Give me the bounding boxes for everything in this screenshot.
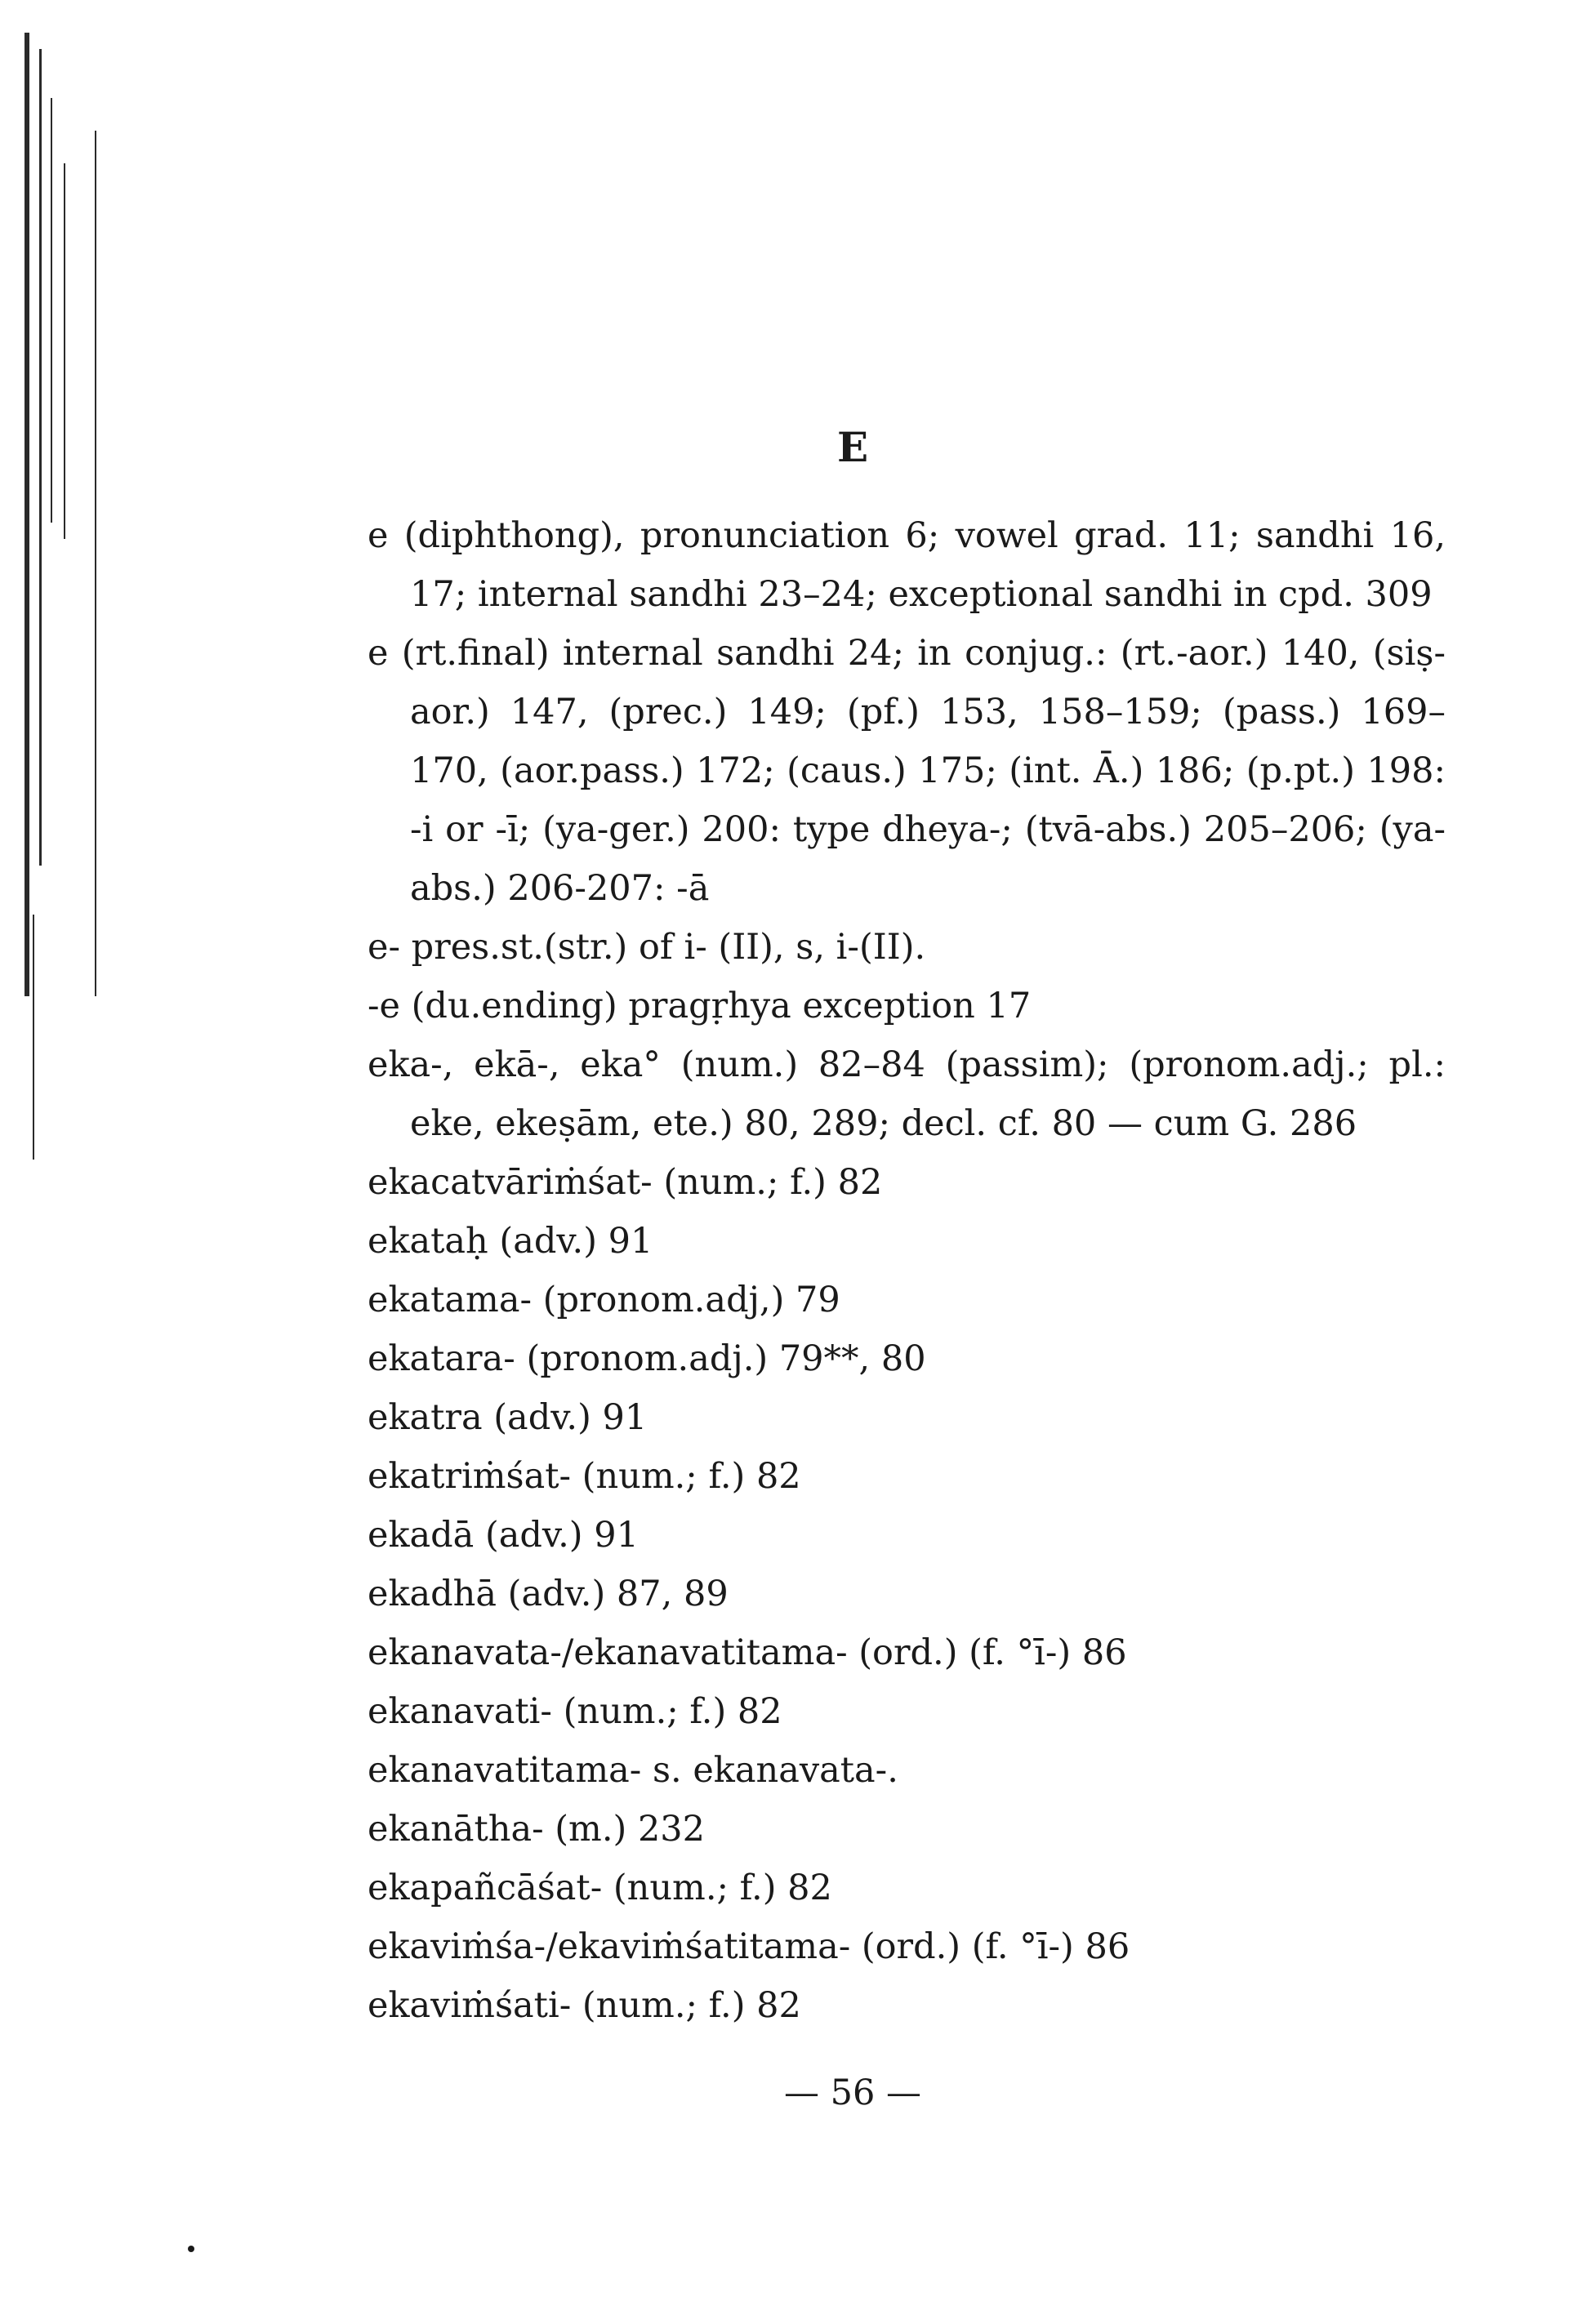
- index-entry: ekanātha- (m.) 232: [368, 1809, 706, 1850]
- index-entry: ekadhā (adv.) 87, 89: [368, 1574, 729, 1614]
- index-entry: ekaviṁśati- (num.; f.) 82: [368, 1985, 801, 2026]
- page-number: — 56 —: [783, 2072, 922, 2113]
- index-entry: ekatara- (pronom.adj.) 79**, 80: [368, 1338, 926, 1379]
- scan-speck: [188, 2246, 194, 2252]
- index-entry: ekanavati- (num.; f.) 82: [368, 1691, 782, 1732]
- index-entry: ekatama- (pronom.adj,) 79: [368, 1280, 840, 1320]
- index-entry: ekanavata-/ekanavatitama- (ord.) (f. °ī-) 86: [368, 1632, 1127, 1673]
- index-entry: ekacatvāriṁśat- (num.; f.) 82: [368, 1162, 883, 1203]
- index-entry: ekaviṁśa-/ekaviṁśatitama- (ord.) (f. °ī-) 86: [368, 1926, 1130, 1967]
- index-entry: -e (du.ending) pragṛhya exception 17: [368, 986, 1032, 1026]
- index-entries: [368, 506, 1446, 2035]
- index-entry: eka-, ekā-, eka° (num.) 82–84 (passim); (pronom.adj.; pl.: eke, ekeṣām, ete.) 80, 289; decl. cf. 80 — cum G. 286: [368, 1044, 1446, 1144]
- index-entry: ekatriṁśat- (num.; f.) 82: [368, 1456, 801, 1497]
- index-entry: e (rt.final) internal sandhi 24; in conjug.: (rt.-aor.) 140, (siṣ-aor.) 147, (prec.) 149; (pf.) 153, 158–159; (pass.) 169–170, (aor.pass.) 172; (caus.) 175; (int. Ā.) 186; (p.pt.) 198: -i or -ī; (ya-ger.) 200: type dheya-; (tvā-abs.) 205–206; (ya-abs.) 206-207: -ā: [368, 633, 1446, 909]
- index-entry: ekapañcāśat- (num.; f.) 82: [368, 1868, 832, 1908]
- index-entry: ekataḥ (adv.) 91: [368, 1221, 653, 1262]
- scan-binding-edge: [0, 0, 114, 1307]
- index-entry: ekadā (adv.) 91: [368, 1515, 639, 1556]
- index-entry: ekatra (adv.) 91: [368, 1397, 648, 1438]
- section-heading: E: [836, 423, 869, 471]
- index-entry: e (diphthong), pronunciation 6; vowel grad. 11; sandhi 16, 17; internal sandhi 23–24; exceptional sandhi in cpd. 309: [368, 515, 1446, 615]
- index-entry: e- pres.st.(str.) of i- (II), s, i-(II).: [368, 927, 926, 968]
- index-entry: ekanavatitama- s. ekanavata-.: [368, 1750, 898, 1791]
